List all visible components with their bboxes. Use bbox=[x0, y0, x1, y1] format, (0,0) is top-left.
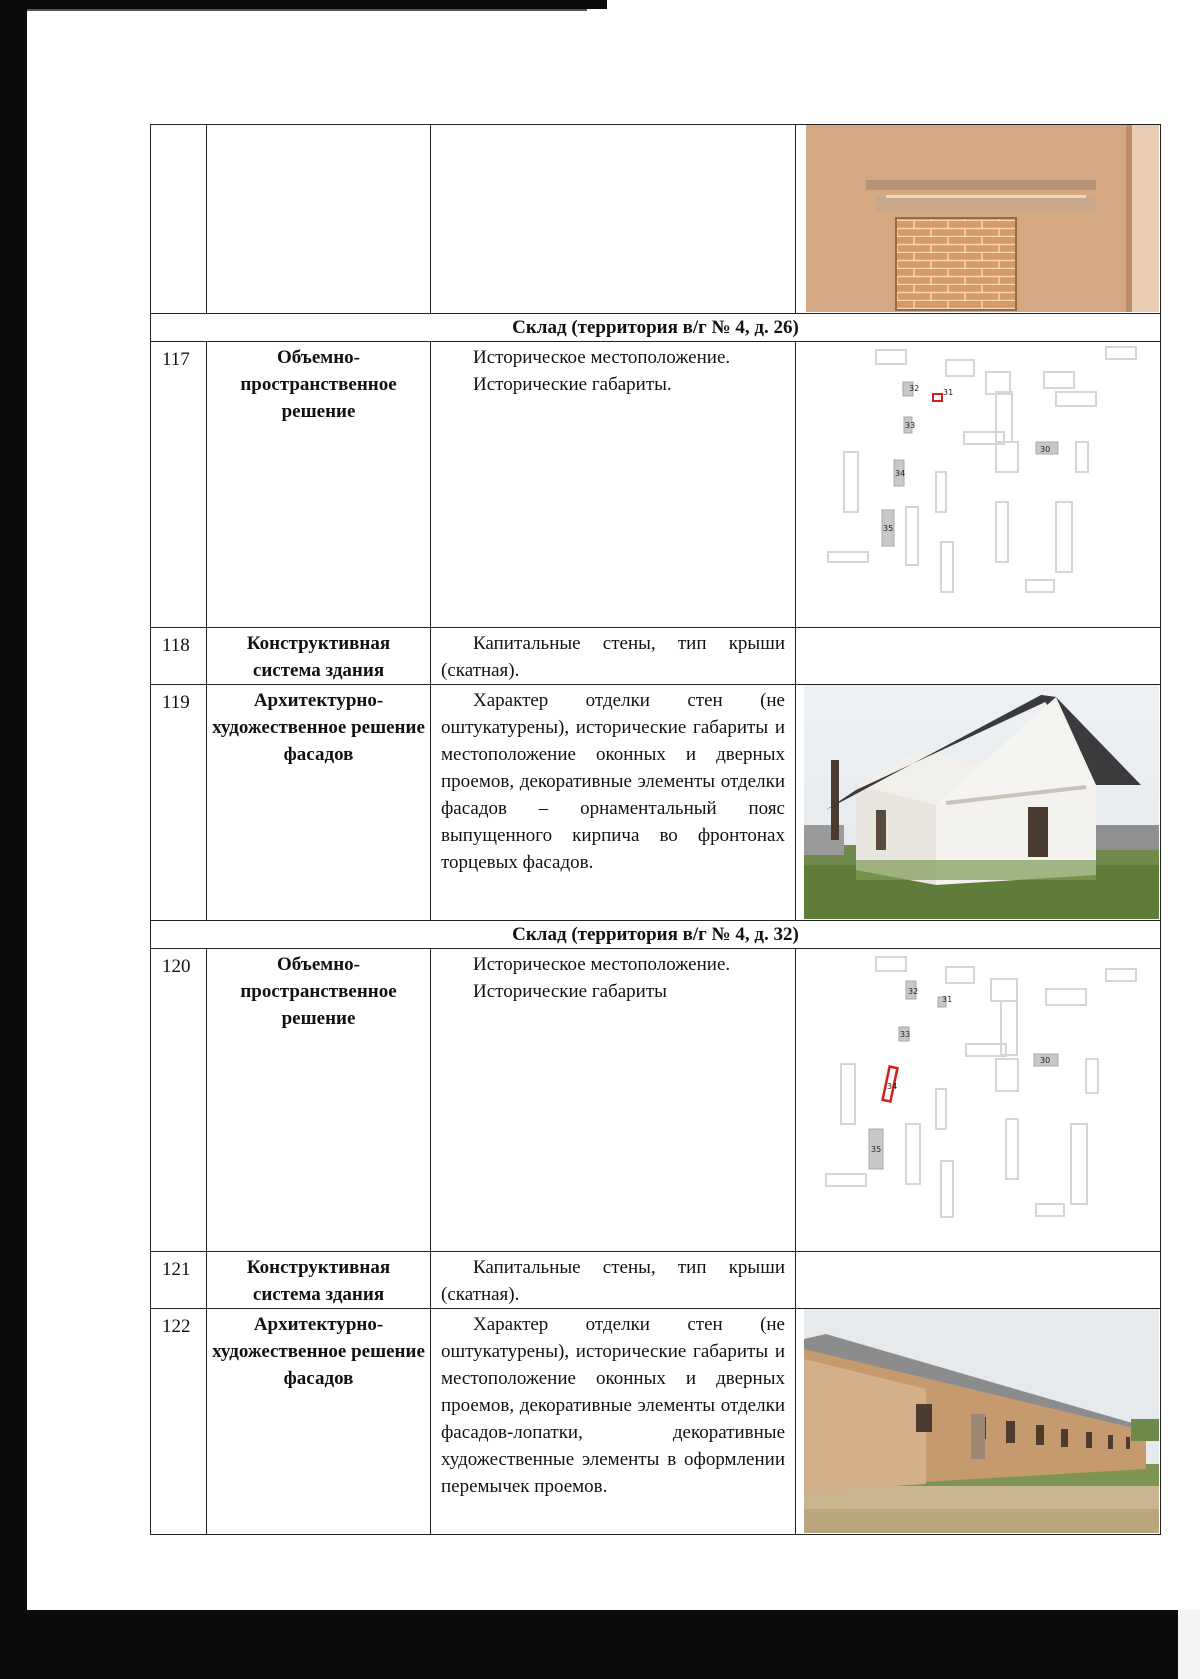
photo-cell bbox=[796, 685, 1161, 921]
table-row bbox=[151, 1309, 1161, 1535]
map-label: 30 bbox=[1040, 445, 1051, 454]
row-number: 118 bbox=[151, 628, 207, 685]
scan-border-corner bbox=[1178, 1610, 1200, 1679]
row-number: 119 bbox=[151, 685, 207, 921]
characteristic-label: Объемно-пространственное решение bbox=[207, 949, 431, 1252]
map-label: 31 bbox=[943, 388, 954, 397]
description-line: Характер отделки стен (не оштукатурены), исторические габариты и местоположение оконных и дверных проемов, декоративные элементы отделки фасадов – орнаментальный пояс выпущенного кирпича во фронтонах торцевых фасадов. bbox=[441, 690, 785, 873]
characteristic-description bbox=[431, 1309, 796, 1535]
scan-border-top-shadow bbox=[27, 9, 587, 11]
description-line: Историческое местоположение. bbox=[473, 347, 731, 368]
label-cell bbox=[207, 125, 431, 314]
map-cell bbox=[796, 342, 1161, 628]
map-label: 35 bbox=[871, 1145, 882, 1154]
scan-border-bottom bbox=[0, 1610, 1178, 1679]
row-number: 122 bbox=[151, 1309, 207, 1535]
photo-warehouse-26 bbox=[796, 685, 1159, 919]
desc-cell bbox=[431, 125, 796, 314]
characteristic-label: Архитектурно-художественное решение фасадов bbox=[207, 685, 431, 921]
description-line: Исторические габариты. bbox=[473, 374, 672, 395]
empty-image-cell bbox=[796, 628, 1161, 685]
map-label: 34 bbox=[887, 1082, 898, 1091]
map-label: 35 bbox=[883, 524, 894, 533]
description-line: Историческое местоположение. bbox=[473, 954, 731, 975]
table-row bbox=[151, 685, 1161, 921]
photo-warehouse-32 bbox=[796, 1309, 1159, 1533]
description-line: Характер отделки стен (не оштукатурены), исторические габариты и местоположение оконных и дверных проемов, декоративные элементы отделки фасадов-лопатки, декоративные художественные элементы в оформлении перемычек проемов. bbox=[441, 1314, 785, 1497]
empty-image-cell bbox=[796, 1252, 1161, 1309]
photo-cell bbox=[796, 125, 1161, 314]
map-label: 30 bbox=[1040, 1056, 1051, 1065]
characteristic-label: Архитектурно-художественное решение фасадов bbox=[207, 1309, 431, 1535]
row-number: 120 bbox=[151, 949, 207, 1252]
map-label: 32 bbox=[909, 384, 920, 393]
map-label: 33 bbox=[905, 421, 916, 430]
table-row bbox=[151, 1252, 1161, 1309]
site-plan-map bbox=[796, 342, 1159, 626]
map-label: 31 bbox=[942, 995, 953, 1004]
description-line: Капитальные стены, тип крыши (скатная). bbox=[441, 633, 785, 681]
characteristic-description bbox=[431, 1252, 796, 1309]
map-label: 33 bbox=[900, 1030, 911, 1039]
table-row bbox=[151, 628, 1161, 685]
photo-cell bbox=[796, 1309, 1161, 1535]
description-line: Капитальные стены, тип крыши (скатная). bbox=[441, 1257, 785, 1305]
characteristic-label: Конструктивная система здания bbox=[207, 1252, 431, 1309]
scan-border-top bbox=[27, 0, 607, 9]
characteristic-description bbox=[431, 949, 796, 1252]
row-number: 117 bbox=[151, 342, 207, 628]
table-row bbox=[151, 949, 1161, 1252]
description-line: Исторические габариты bbox=[473, 981, 667, 1002]
characteristic-label: Конструктивная система здания bbox=[207, 628, 431, 685]
section-title: Склад (территория в/г № 4, д. 32) bbox=[151, 921, 1161, 949]
table-row-continuation bbox=[151, 125, 1161, 314]
row-number: 121 bbox=[151, 1252, 207, 1309]
scan-border-left bbox=[0, 0, 27, 1679]
site-plan-map bbox=[796, 949, 1159, 1250]
characteristic-description bbox=[431, 685, 796, 921]
map-cell bbox=[796, 949, 1161, 1252]
number-cell bbox=[151, 125, 207, 314]
section-header-row bbox=[151, 314, 1161, 342]
characteristic-label: Объемно-пространственное решение bbox=[207, 342, 431, 628]
map-label: 34 bbox=[895, 469, 906, 478]
table-row bbox=[151, 342, 1161, 628]
section-header-row bbox=[151, 921, 1161, 949]
characteristic-description bbox=[431, 628, 796, 685]
section-title: Склад (территория в/г № 4, д. 26) bbox=[151, 314, 1161, 342]
objects-table bbox=[150, 124, 1161, 1535]
map-label: 32 bbox=[908, 987, 919, 996]
photo-bricked-opening bbox=[796, 125, 1159, 312]
characteristic-description bbox=[431, 342, 796, 628]
